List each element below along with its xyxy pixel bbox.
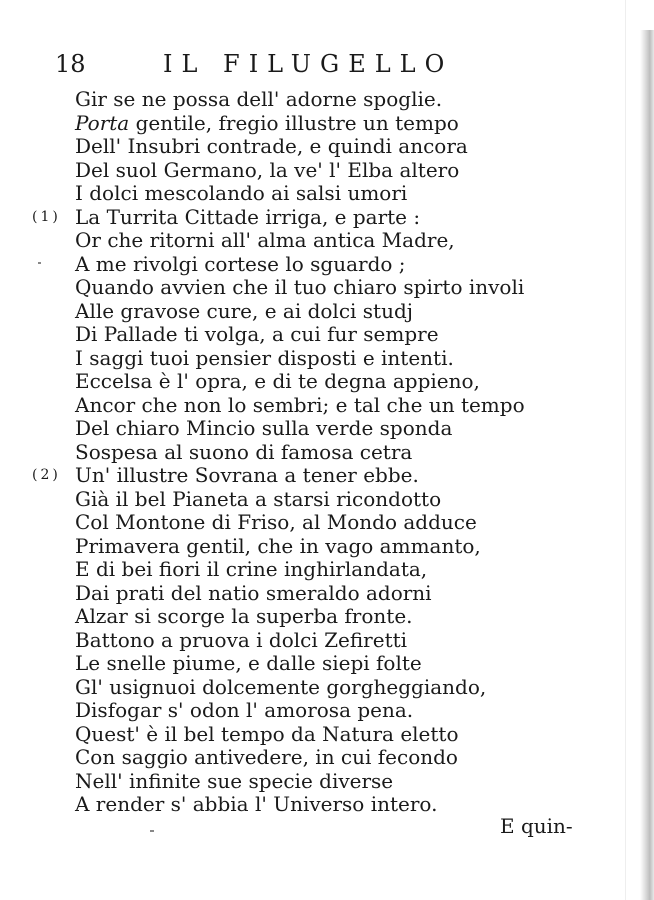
footnote-marker: (2) bbox=[32, 467, 61, 483]
verse-line bbox=[75, 605, 555, 629]
verse-line bbox=[75, 276, 555, 300]
page-fold-shadow bbox=[625, 0, 626, 900]
verse-text: Sospesa al suono di famosa cetra bbox=[75, 439, 413, 464]
verse-line bbox=[75, 746, 555, 770]
italic-word: Porta bbox=[75, 110, 130, 135]
verse-text: Disfogar s' odon l' amorosa pena. bbox=[75, 698, 414, 722]
verse-text: Col Montone di Friso, al Mondo adduce bbox=[75, 510, 477, 534]
verse-line bbox=[75, 88, 555, 112]
verse-text: Eccelsa è l' opra, e di te degna appieno, bbox=[75, 369, 480, 393]
running-title: IL FILUGELLO bbox=[163, 50, 454, 78]
verse-line bbox=[75, 535, 555, 559]
verse-line bbox=[75, 770, 555, 794]
verse-line bbox=[75, 253, 555, 277]
verse-text: Di Pallade ti volga, a cui fur sempre bbox=[75, 322, 439, 346]
verse-line bbox=[75, 394, 555, 418]
ink-speck bbox=[150, 830, 154, 832]
verse-text: La Turrita Cittade irriga, e parte : bbox=[75, 204, 421, 229]
verse-line bbox=[75, 135, 555, 159]
verse-text: I saggi tuoi pensier disposti e intenti. bbox=[75, 345, 454, 370]
verse-line bbox=[75, 699, 555, 723]
verse-block bbox=[32, 87, 555, 817]
verse-text: Alzar si scorge la superba fronte. bbox=[75, 604, 413, 628]
verse-text: A me rivolgi cortese lo sguardo ; bbox=[75, 251, 406, 276]
verse-text: Gir se ne possa dell' adorne spoglie. bbox=[75, 87, 443, 111]
verse-line bbox=[75, 793, 555, 817]
verse-text: A render s' abbia l' Universo intero. bbox=[75, 792, 438, 816]
verse-text: Primavera gentil, che in vago ammanto, bbox=[75, 533, 481, 558]
verse-text: Battono a pruova i dolci Zefiretti bbox=[75, 627, 408, 652]
verse-line bbox=[75, 582, 555, 606]
verse-line bbox=[75, 182, 555, 206]
verse-text: Quando avvien che il tuo chiaro spirto involi bbox=[75, 275, 525, 299]
verse-line bbox=[75, 370, 555, 394]
verse-text: Del suol Germano, la ve' l' Elba altero bbox=[75, 157, 460, 182]
verse-text: Già il bel Pianeta a starsi ricondotto bbox=[75, 486, 442, 511]
verse-line bbox=[75, 112, 555, 136]
verse-line bbox=[75, 300, 555, 324]
verse-text: Dai prati del natio smeraldo adorni bbox=[75, 580, 432, 605]
verse-text: Quest' è il bel tempo da Natura eletto bbox=[75, 721, 459, 746]
verse-text: I dolci mescolando ai salsi umori bbox=[75, 181, 408, 205]
verse-text: Con saggio antivedere, in cui fecondo bbox=[75, 745, 458, 769]
page-number: 18 bbox=[55, 50, 86, 78]
verse-text: Dell' Insubri contrade, e quindi ancora bbox=[75, 134, 468, 158]
verse-line bbox=[32, 204, 555, 230]
verse-line bbox=[32, 463, 555, 488]
verse-text: E di bei fiori il crine inghirlandata, bbox=[75, 557, 428, 581]
verse-line bbox=[75, 629, 555, 653]
page-edge bbox=[640, 30, 654, 900]
verse-text: gentile, fregio illustre un tempo bbox=[129, 110, 459, 135]
verse-text: Le snelle piume, e dalle siepi folte bbox=[75, 651, 422, 675]
verse-line bbox=[75, 558, 555, 582]
verse-text: Alle gravose cure, e ai dolci studj bbox=[75, 298, 413, 323]
verse-line bbox=[75, 323, 555, 347]
verse-line bbox=[75, 676, 555, 700]
page-header bbox=[55, 50, 565, 80]
ink-speck bbox=[38, 262, 41, 264]
verse-line bbox=[75, 441, 555, 465]
verse-line bbox=[75, 159, 555, 183]
verse-line bbox=[75, 723, 555, 747]
verse-line bbox=[75, 652, 555, 676]
verse-line bbox=[75, 229, 555, 253]
verse-text: Gl' usignuoi dolcemente gorgheggiando, bbox=[75, 674, 487, 699]
verse-text: Un' illustre Sovrana a tener ebbe. bbox=[75, 463, 419, 487]
verse-text: Del chiaro Mincio sulla verde sponda bbox=[75, 416, 453, 440]
verse-line bbox=[75, 347, 555, 371]
verse-line bbox=[75, 488, 555, 512]
verse-line bbox=[75, 511, 555, 535]
footnote-marker: (1) bbox=[32, 208, 61, 225]
catchword: E quin- bbox=[500, 814, 573, 838]
verse-text: Ancor che non lo sembri; e tal che un tempo bbox=[75, 392, 525, 417]
verse-line bbox=[75, 417, 555, 441]
verse-text: Or che ritorni all' alma antica Madre, bbox=[75, 228, 455, 252]
verse-text: Nell' infinite sue specie diverse bbox=[75, 768, 394, 793]
